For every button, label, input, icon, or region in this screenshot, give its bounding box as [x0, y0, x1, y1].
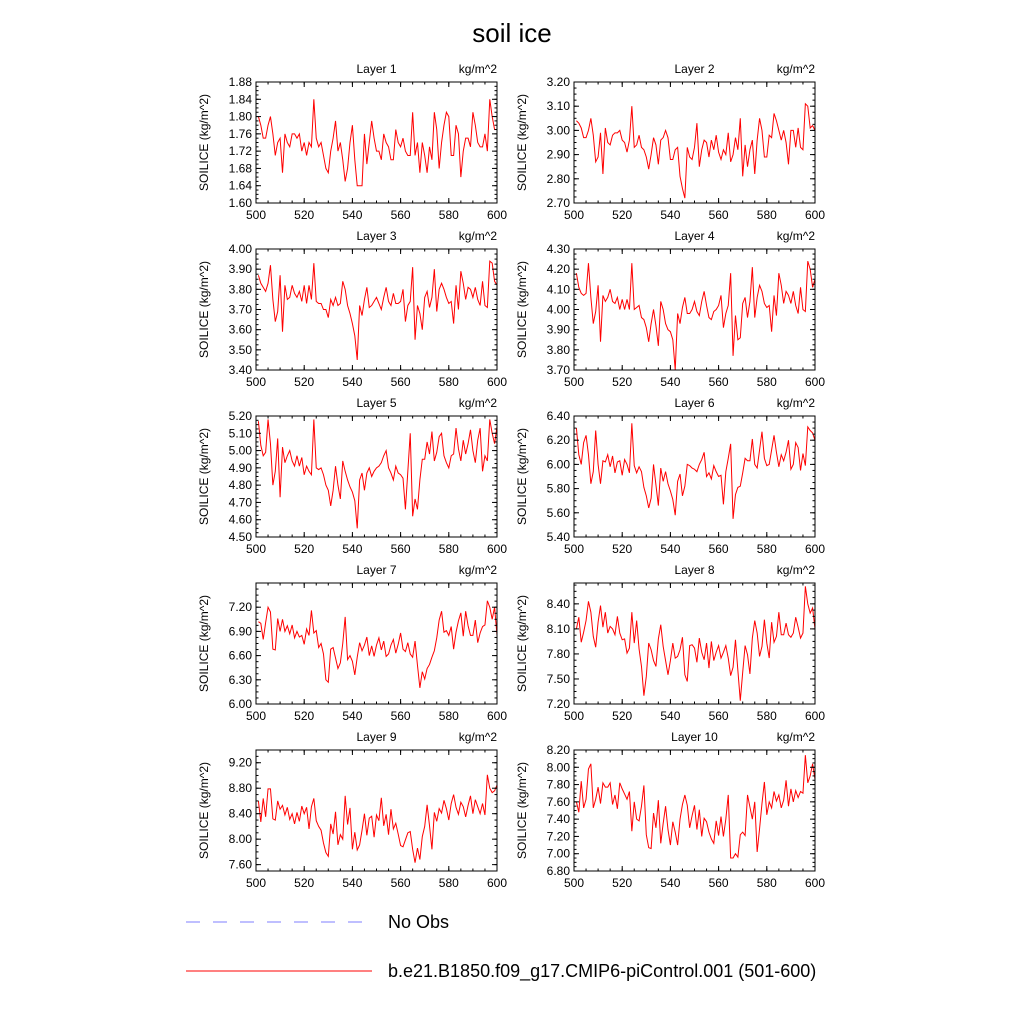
series-line: [258, 261, 497, 360]
x-tick-label: 520: [612, 876, 633, 890]
y-tick-label: 8.40: [228, 806, 252, 821]
panel-layer-2: [515, 62, 825, 222]
series-line: [576, 586, 815, 700]
y-tick-label: 6.80: [546, 864, 570, 878]
y-tick-label: 3.10: [546, 99, 570, 114]
y-tick-label: 7.80: [546, 777, 570, 792]
plot-frame: [256, 249, 497, 370]
y-tick-label: 5.20: [228, 409, 252, 423]
x-tick-label: 540: [342, 542, 363, 556]
plot-frame: [574, 750, 815, 871]
x-tick-label: 520: [612, 709, 633, 723]
y-tick-label: 7.40: [546, 812, 570, 827]
y-tick-label: 3.00: [546, 123, 570, 138]
panel-layer-8: [515, 563, 825, 723]
y-tick-label: 9.20: [228, 755, 252, 770]
y-tick-label: 7.20: [546, 697, 570, 711]
panel-units: kg/m^2: [776, 62, 815, 76]
y-tick-label: 6.20: [546, 433, 570, 448]
y-tick-label: 7.20: [546, 829, 570, 844]
series-line: [576, 423, 815, 519]
panel-layer-1: [197, 62, 507, 222]
y-tick-label: 7.80: [546, 646, 570, 661]
y-tick-label: 3.70: [228, 302, 252, 317]
y-tick-label: 7.50: [546, 671, 570, 686]
plot-frame: [256, 750, 497, 871]
legend-model-label: b.e21.B1850.f09_g17.CMIP6-piControl.001 (501-600): [388, 961, 817, 981]
y-tick-label: 7.60: [546, 794, 570, 809]
y-tick-label: 8.00: [228, 832, 252, 847]
panel-title: Layer 8: [674, 563, 715, 577]
x-tick-label: 560: [390, 375, 411, 389]
x-tick-label: 600: [486, 208, 508, 222]
panel-title: Layer 2: [674, 62, 715, 76]
x-tick-label: 520: [294, 375, 315, 389]
panel-layer-6: [515, 396, 825, 556]
y-tick-label: 6.00: [546, 457, 570, 472]
y-tick-label: 2.90: [546, 147, 570, 162]
x-tick-label: 580: [756, 375, 777, 389]
plot-frame: [256, 82, 497, 203]
y-tick-label: 4.80: [228, 478, 252, 493]
plot-frame: [574, 416, 815, 537]
x-tick-label: 520: [612, 208, 633, 222]
y-tick-label: 3.40: [228, 363, 252, 377]
y-tick-label: 5.00: [228, 443, 252, 458]
x-tick-label: 600: [486, 542, 508, 556]
y-tick-label: 3.70: [546, 363, 570, 377]
y-tick-label: 1.76: [228, 126, 252, 141]
x-tick-label: 580: [438, 542, 459, 556]
panel-title: Layer 3: [356, 229, 397, 243]
x-tick-label: 500: [563, 709, 585, 723]
x-tick-label: 500: [245, 542, 267, 556]
y-tick-label: 3.60: [228, 322, 252, 337]
y-tick-label: 8.00: [546, 760, 570, 775]
x-tick-label: 520: [294, 542, 315, 556]
plot-frame: [256, 583, 497, 704]
y-tick-label: 5.10: [228, 426, 252, 441]
y-tick-label: 1.64: [228, 178, 252, 193]
panel-units: kg/m^2: [458, 563, 497, 577]
x-tick-label: 560: [708, 709, 729, 723]
y-tick-label: 3.50: [228, 342, 252, 357]
x-tick-label: 600: [486, 375, 508, 389]
y-tick-label: 7.00: [546, 846, 570, 861]
y-tick-label: 7.60: [228, 857, 252, 872]
x-tick-label: 500: [245, 375, 267, 389]
series-line: [576, 104, 815, 198]
panel-units: kg/m^2: [776, 563, 815, 577]
y-axis-label: SOILICE (kg/m^2): [515, 261, 529, 358]
x-tick-label: 520: [612, 542, 633, 556]
x-tick-label: 560: [390, 709, 411, 723]
panel-units: kg/m^2: [458, 229, 497, 243]
panels-container: [197, 62, 825, 890]
x-tick-label: 580: [438, 375, 459, 389]
x-tick-label: 580: [756, 709, 777, 723]
y-axis-label: SOILICE (kg/m^2): [197, 94, 211, 191]
y-tick-label: 4.00: [546, 302, 570, 317]
x-tick-label: 600: [486, 876, 508, 890]
y-tick-label: 1.84: [228, 92, 252, 107]
y-tick-label: 8.20: [546, 743, 570, 757]
y-axis-label: SOILICE (kg/m^2): [515, 762, 529, 859]
panel-layer-10: [515, 730, 825, 890]
x-tick-label: 520: [294, 876, 315, 890]
panel-units: kg/m^2: [776, 229, 815, 243]
x-tick-label: 540: [660, 375, 681, 389]
x-tick-label: 600: [804, 876, 826, 890]
x-tick-label: 560: [708, 542, 729, 556]
y-tick-label: 6.60: [228, 648, 252, 663]
x-tick-label: 560: [708, 876, 729, 890]
series-line: [258, 601, 497, 688]
y-tick-label: 1.72: [228, 144, 252, 159]
panel-layer-9: [197, 730, 507, 890]
x-tick-label: 540: [342, 709, 363, 723]
x-tick-label: 580: [438, 876, 459, 890]
y-tick-label: 4.50: [228, 530, 252, 544]
panel-layer-7: [197, 563, 507, 723]
series-line: [258, 775, 497, 863]
y-tick-label: 4.70: [228, 495, 252, 510]
y-tick-label: 3.20: [546, 75, 570, 89]
x-tick-label: 560: [708, 208, 729, 222]
x-tick-label: 580: [756, 542, 777, 556]
y-tick-label: 2.80: [546, 171, 570, 186]
x-tick-label: 600: [804, 375, 826, 389]
panel-title: Layer 9: [356, 730, 397, 744]
y-axis-label: SOILICE (kg/m^2): [197, 595, 211, 692]
x-tick-label: 540: [660, 208, 681, 222]
plot-frame: [256, 416, 497, 537]
panel-layer-3: [197, 229, 507, 389]
y-axis-label: SOILICE (kg/m^2): [515, 595, 529, 692]
x-tick-label: 600: [486, 709, 508, 723]
y-axis-label: SOILICE (kg/m^2): [197, 762, 211, 859]
series-line: [258, 99, 497, 185]
plot-frame: [574, 583, 815, 704]
x-tick-label: 540: [660, 709, 681, 723]
y-tick-label: 1.88: [228, 75, 252, 89]
plot-frame: [574, 249, 815, 370]
x-tick-label: 520: [612, 375, 633, 389]
series-line: [576, 755, 815, 858]
y-tick-label: 8.40: [546, 596, 570, 611]
x-tick-label: 500: [563, 542, 585, 556]
y-tick-label: 4.00: [228, 242, 252, 256]
y-tick-label: 1.80: [228, 109, 252, 124]
y-tick-label: 6.90: [228, 624, 252, 639]
y-tick-label: 8.10: [546, 621, 570, 636]
figure-title: soil ice: [472, 18, 552, 48]
y-tick-label: 4.90: [228, 460, 252, 475]
x-tick-label: 500: [563, 375, 585, 389]
series-line: [258, 419, 497, 528]
x-tick-label: 580: [438, 709, 459, 723]
panel-units: kg/m^2: [776, 730, 815, 744]
panel-title: Layer 6: [674, 396, 715, 410]
legend: [186, 912, 816, 982]
x-tick-label: 540: [342, 375, 363, 389]
panel-layer-5: [197, 396, 507, 556]
y-tick-label: 8.80: [228, 781, 252, 796]
y-tick-label: 3.90: [546, 322, 570, 337]
y-tick-label: 7.20: [228, 600, 252, 615]
y-tick-label: 5.80: [546, 481, 570, 496]
x-tick-label: 580: [438, 208, 459, 222]
x-tick-label: 540: [342, 208, 363, 222]
y-tick-label: 6.00: [228, 697, 252, 711]
x-tick-label: 580: [756, 208, 777, 222]
panel-units: kg/m^2: [458, 62, 497, 76]
x-tick-label: 500: [245, 876, 267, 890]
x-tick-label: 540: [342, 876, 363, 890]
y-axis-label: SOILICE (kg/m^2): [515, 94, 529, 191]
panel-units: kg/m^2: [458, 396, 497, 410]
x-tick-label: 600: [804, 208, 826, 222]
x-tick-label: 500: [563, 876, 585, 890]
series-line: [576, 261, 815, 370]
y-axis-label: SOILICE (kg/m^2): [197, 261, 211, 358]
x-tick-label: 560: [390, 208, 411, 222]
panel-title: Layer 10: [671, 730, 718, 744]
legend-obs-label: No Obs: [388, 912, 450, 932]
panel-title: Layer 1: [356, 62, 397, 76]
panel-units: kg/m^2: [776, 396, 815, 410]
y-tick-label: 1.60: [228, 196, 252, 210]
x-tick-label: 500: [563, 208, 585, 222]
x-tick-label: 500: [245, 709, 267, 723]
x-tick-label: 560: [390, 542, 411, 556]
y-axis-label: SOILICE (kg/m^2): [197, 428, 211, 525]
panel-units: kg/m^2: [458, 730, 497, 744]
x-tick-label: 500: [245, 208, 267, 222]
y-tick-label: 3.80: [228, 282, 252, 297]
x-tick-label: 560: [708, 375, 729, 389]
x-tick-label: 540: [660, 876, 681, 890]
x-tick-label: 560: [390, 876, 411, 890]
x-tick-label: 540: [660, 542, 681, 556]
y-tick-label: 2.70: [546, 196, 570, 210]
panel-title: Layer 5: [356, 396, 397, 410]
panel-title: Layer 7: [356, 563, 397, 577]
y-tick-label: 3.90: [228, 262, 252, 277]
y-tick-label: 4.60: [228, 512, 252, 527]
panel-title: Layer 4: [674, 229, 715, 243]
y-tick-label: 4.10: [546, 282, 570, 297]
y-tick-label: 4.20: [546, 262, 570, 277]
y-tick-label: 6.40: [546, 409, 570, 423]
x-tick-label: 520: [294, 709, 315, 723]
y-tick-label: 6.30: [228, 672, 252, 687]
x-tick-label: 600: [804, 542, 826, 556]
y-tick-label: 4.30: [546, 242, 570, 256]
x-tick-label: 600: [804, 709, 826, 723]
x-tick-label: 520: [294, 208, 315, 222]
y-tick-label: 5.40: [546, 530, 570, 544]
x-tick-label: 580: [756, 876, 777, 890]
y-tick-label: 3.80: [546, 342, 570, 357]
panel-layer-4: [515, 229, 825, 389]
y-tick-label: 1.68: [228, 161, 252, 176]
y-axis-label: SOILICE (kg/m^2): [515, 428, 529, 525]
y-tick-label: 5.60: [546, 505, 570, 520]
